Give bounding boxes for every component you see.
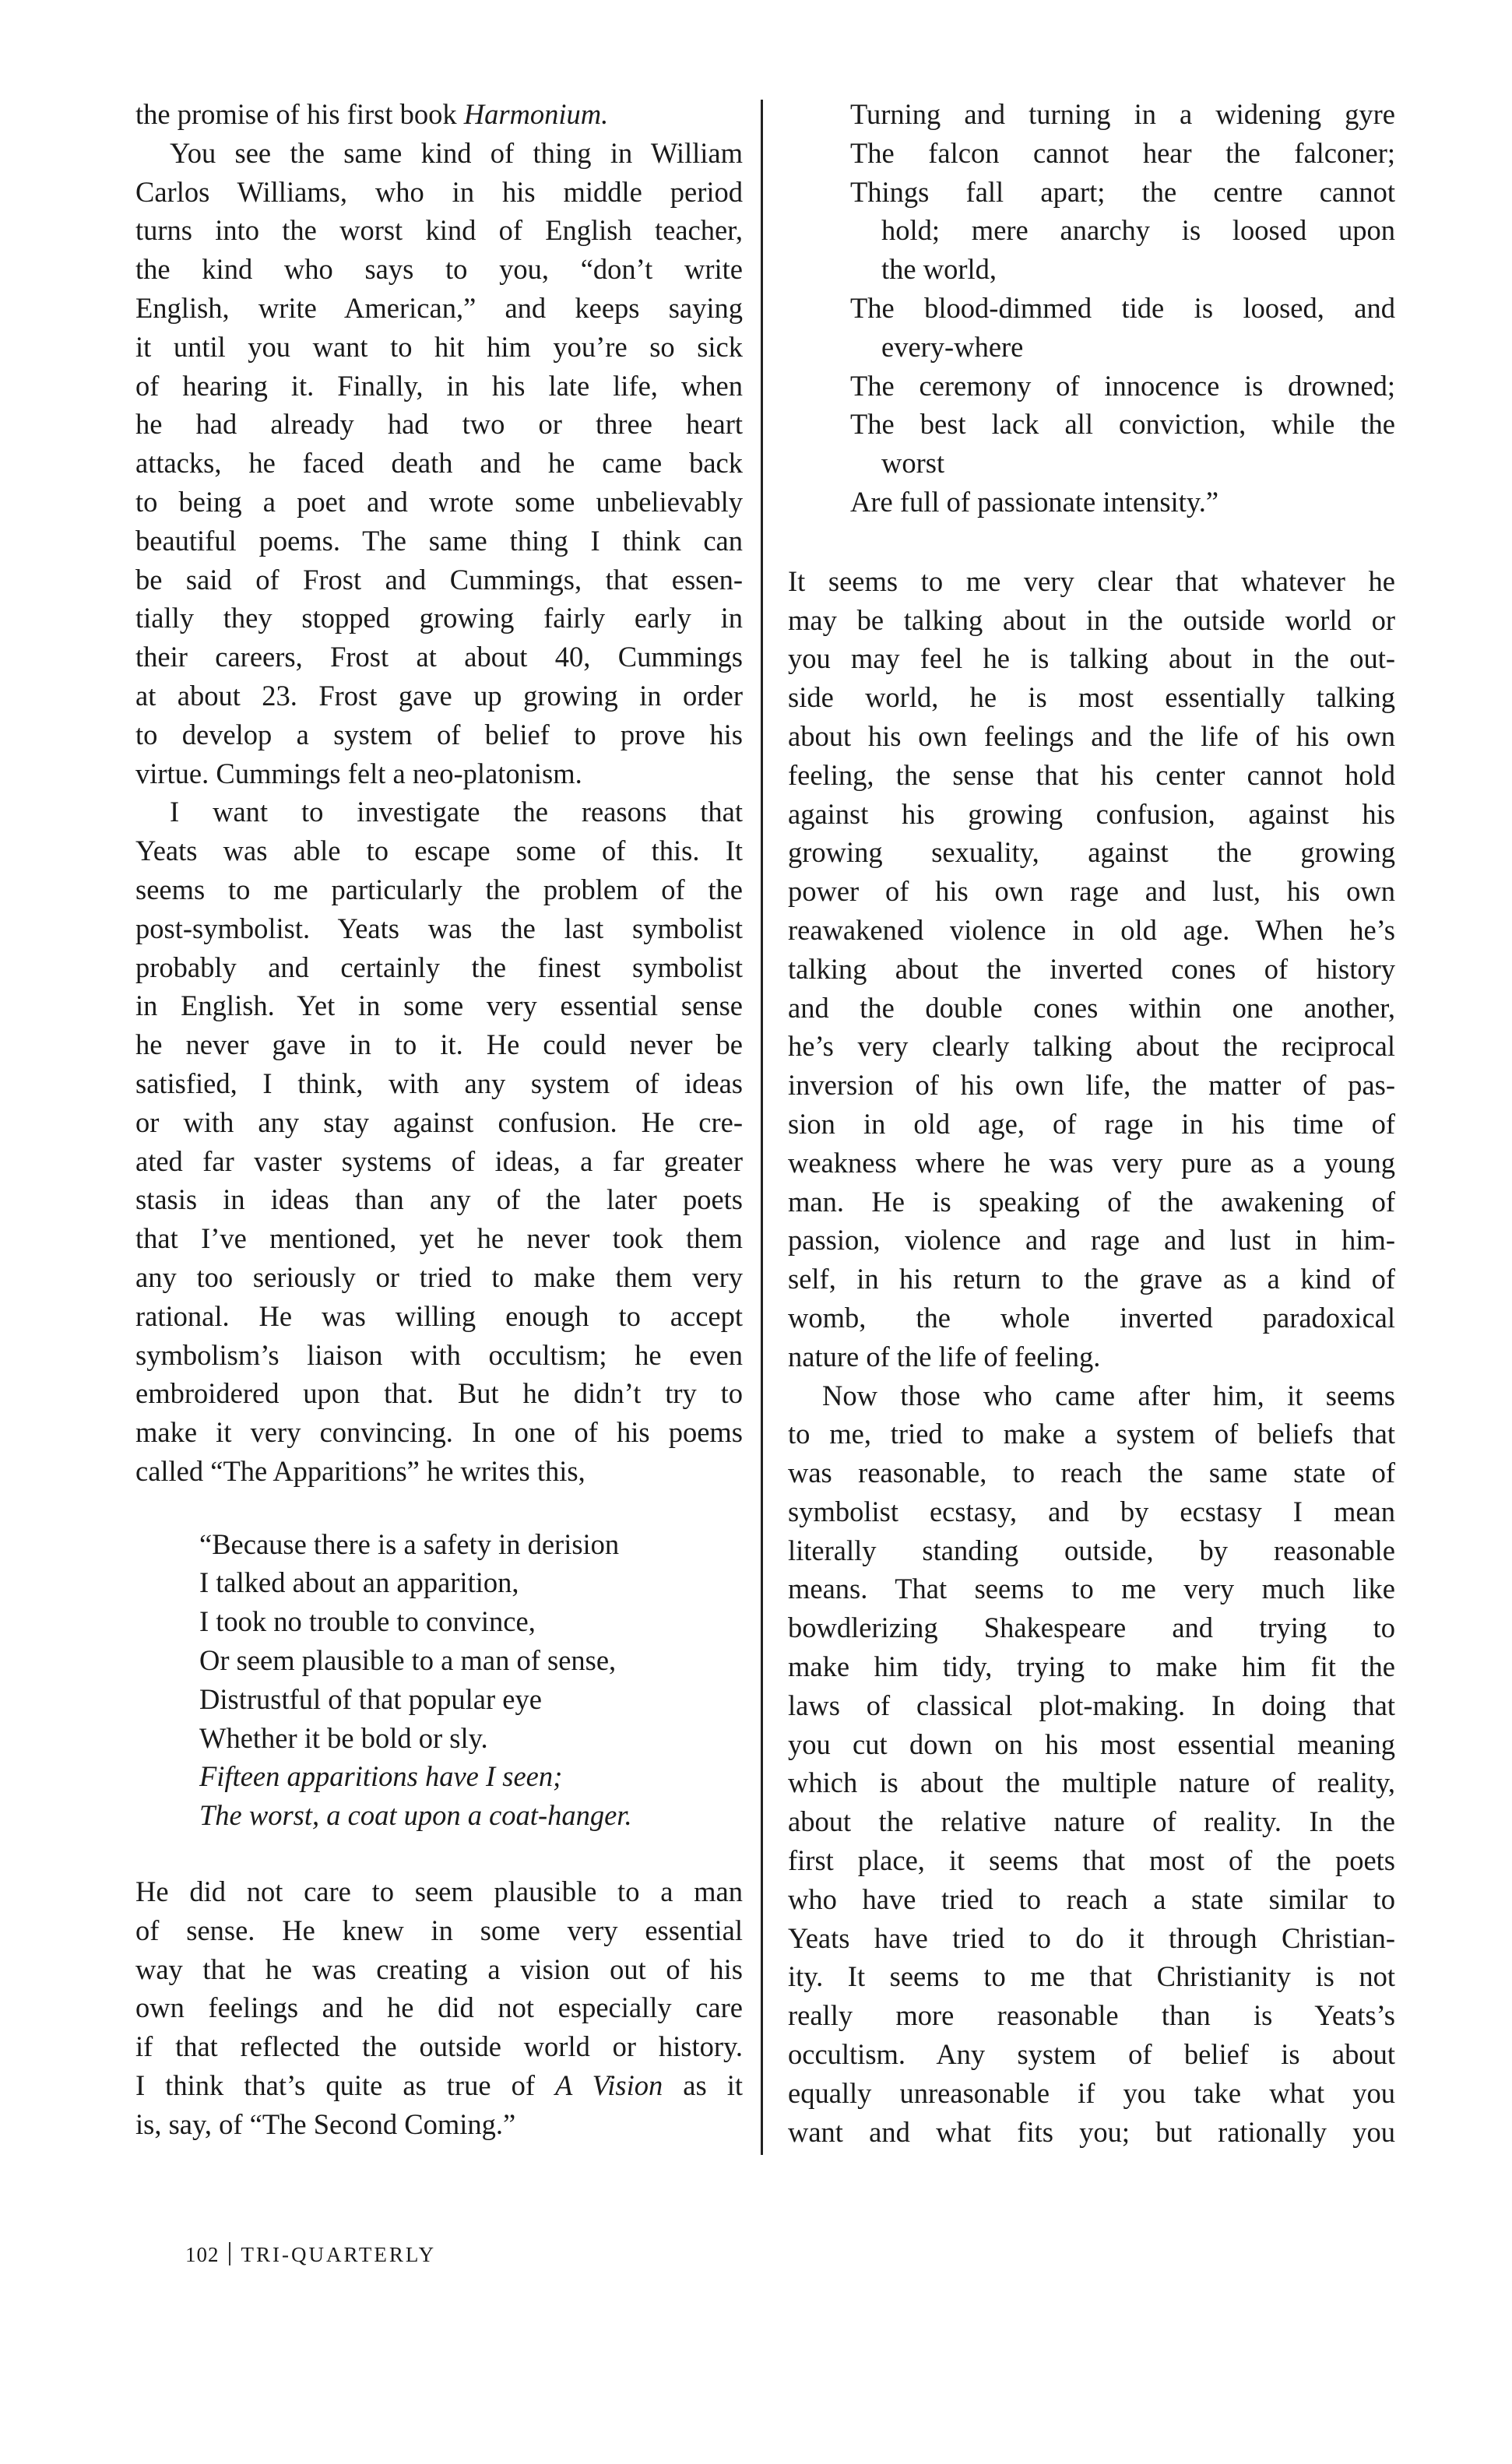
poem-line: the world, — [881, 253, 997, 286]
text-line: was reasonable, to reach the same state of — [788, 1457, 1395, 1489]
text-line: symbolist ecstasy, and by ecstasy I mean — [788, 1495, 1395, 1527]
text-line: you may feel he is talking about in the out- — [788, 642, 1395, 675]
poem-line: I talked about an apparition, — [199, 1566, 519, 1599]
text-line: or with any stay against confusion. He cre- — [135, 1105, 743, 1138]
text-line: passion, violence and rage and lust in him- — [788, 1224, 1395, 1257]
text-line: sion in old age, of rage in his time of — [788, 1107, 1395, 1140]
text-line: about the relative nature of reality. In the — [788, 1805, 1395, 1838]
text-line: Yeats was able to escape some of this. It — [135, 835, 743, 867]
text-line: occultism. Any system of belief is about — [788, 2038, 1395, 2071]
poem-line: every-where — [881, 330, 1024, 363]
poem-line: “Because there is a safety in derision — [199, 1527, 620, 1560]
text-line: power of his own rage and lust, his own — [788, 875, 1395, 908]
text-line: literally standing outside, by reasonable — [788, 1534, 1395, 1566]
text-line: is, say, of “The Second Coming.” — [135, 2107, 516, 2140]
poem-line: The ceremony of innocence is drowned; — [850, 369, 1395, 402]
text-line: nature of the life of feeling. — [788, 1340, 1101, 1373]
text-line: I think that’s quite as true of A Vision as it — [135, 2069, 743, 2102]
text-line: beautiful poems. The same thing I think can — [135, 524, 743, 557]
text-line: weakness where he was very pure as a young — [788, 1146, 1395, 1179]
text-line: side world, he is most essentially talking — [788, 681, 1395, 714]
text-line: and the double cones within one another, — [788, 991, 1395, 1024]
poem-quote-apparitions — [135, 1525, 743, 1835]
poem-line: The falcon cannot hear the falconer; — [850, 136, 1395, 169]
text-line: of sense. He knew in some very essential — [135, 1914, 743, 1946]
text-line: symbolism’s liaison with occultism; he even — [135, 1338, 743, 1371]
text-line: I want to investigate the reasons that — [170, 796, 743, 828]
text-line: attacks, he faced death and he came back — [135, 447, 743, 480]
text-line: stasis in ideas than any of the later poets — [135, 1183, 743, 1216]
journal-name: TRI-QUARTERLY — [241, 2243, 437, 2266]
text-line: equally unreasonable if you take what you — [788, 2076, 1395, 2109]
text-line: he had already had two or three heart — [135, 408, 743, 441]
text-line: which is about the multiple nature of reality, — [788, 1766, 1395, 1799]
poem-line: hold; mere anarchy is loosed upon — [881, 214, 1395, 247]
text-line: any too seriously or tried to make them very — [135, 1260, 743, 1293]
text-line: Now those who came after him, it seems — [822, 1379, 1395, 1411]
text-line: against his growing confusion, against his — [788, 797, 1395, 830]
text-line: to being a poet and wrote some unbelievably — [135, 485, 743, 518]
poem-line: Fifteen apparitions have I seen; — [199, 1760, 563, 1793]
text-line: who have tried to reach a state similar to — [788, 1882, 1395, 1915]
text-line: be said of Frost and Cummings, that essen- — [135, 563, 743, 596]
poem-line: Are full of passionate intensity.” — [850, 485, 1219, 518]
text-line: of hearing it. Finally, in his late life, when — [135, 369, 743, 402]
text-line: feeling, the sense that his center cannot hold — [788, 758, 1395, 791]
poem-line: I took no trouble to convince, — [199, 1605, 536, 1638]
poem-line: The blood-dimmed tide is loosed, and — [850, 291, 1395, 324]
text-line: you cut down on his most essential meaning — [788, 1728, 1395, 1760]
left-column — [135, 95, 743, 2144]
text-line: the kind who says to you, “don’t write — [135, 253, 743, 286]
text-line: own feelings and he did not especially care — [135, 1991, 743, 2024]
text-line: It seems to me very clear that whatever he — [788, 564, 1395, 597]
text-line: that I’ve mentioned, yet he never took them — [135, 1222, 743, 1255]
text-line: may be talking about in the outside world or — [788, 603, 1395, 636]
text-line: make it very convincing. In one of his poems — [135, 1416, 743, 1449]
text-line: inversion of his own life, the matter of pas- — [788, 1069, 1395, 1102]
text-line: seems to me particularly the problem of the — [135, 873, 743, 905]
text-line: You see the same kind of thing in William — [170, 136, 743, 169]
paragraph — [788, 562, 1395, 1376]
text-line: probably and certainly the finest symbolist — [135, 951, 743, 983]
text-line: rational. He was willing enough to accept — [135, 1299, 743, 1332]
page-footer — [185, 2242, 436, 2267]
column-divider — [761, 100, 763, 2155]
text-line: growing sexuality, against the growing — [788, 836, 1395, 869]
paragraph — [788, 1376, 1395, 2152]
page-number: 102 — [185, 2243, 220, 2266]
poem-line: The worst, a coat upon a coat-hanger. — [199, 1799, 632, 1832]
text-line: English, write American,” and keeps saying — [135, 291, 743, 324]
text-line: want and what fits you; but rationally you — [788, 2115, 1395, 2148]
book-title: Harmonium. — [463, 98, 609, 130]
book-title: A Vision — [555, 2069, 663, 2102]
text-line: about his own feelings and the life of his own — [788, 719, 1395, 752]
text-line: tially they stopped growing fairly early in — [135, 602, 743, 634]
poem-line: worst — [881, 447, 945, 480]
poem-line: Things fall apart; the centre cannot — [850, 175, 1395, 208]
poem-quote-second-coming — [788, 95, 1395, 522]
text-line: Carlos Williams, who in his middle period — [135, 175, 743, 208]
text-line: ity. It seems to me that Christianity is not — [788, 1960, 1395, 1993]
text-line: womb, the whole inverted paradoxical — [788, 1301, 1395, 1334]
text-line: if that reflected the outside world or history. — [135, 2030, 743, 2063]
text-line: really more reasonable than is Yeats’s — [788, 1999, 1395, 2032]
text-line: Yeats have tried to do it through Christian- — [788, 1921, 1395, 1954]
paragraph — [135, 1872, 743, 2144]
text-line: virtue. Cummings felt a neo-platonism. — [135, 757, 582, 789]
text-line: to develop a system of belief to prove his — [135, 718, 743, 750]
text-line: way that he was creating a vision out of his — [135, 1953, 743, 1985]
poem-line: Distrustful of that popular eye — [199, 1682, 542, 1715]
text-line: satisfied, I think, with any system of ideas — [135, 1067, 743, 1099]
text-line: ated far vaster systems of ideas, a far greater — [135, 1144, 743, 1177]
text-line: reawakened violence in old age. When he’s — [788, 913, 1395, 946]
text-line: make him tidy, trying to make him fit the — [788, 1650, 1395, 1683]
text-line: at about 23. Frost gave up growing in order — [135, 679, 743, 712]
text-line: first place, it seems that most of the poets — [788, 1844, 1395, 1877]
text-line: talking about the inverted cones of history — [788, 952, 1395, 985]
poem-line: The best lack all conviction, while the — [850, 408, 1395, 441]
paragraph — [135, 793, 743, 1490]
text-line: the promise of his first book Harmonium. — [135, 98, 609, 130]
poem-line: Turning and turning in a widening gyre — [850, 98, 1395, 130]
paragraph — [135, 134, 743, 793]
text-line: man. He is speaking of the awakening of — [788, 1185, 1395, 1218]
text-line: turns into the worst kind of English teacher, — [135, 214, 743, 247]
text-line: bowdlerizing Shakespeare and trying to — [788, 1612, 1395, 1644]
text-line: called “The Apparitions” he writes this, — [135, 1454, 585, 1487]
text-line: it until you want to hit him you’re so sick — [135, 330, 743, 363]
text-line: self, in his return to the grave as a kind of — [788, 1263, 1395, 1295]
text-line: their careers, Frost at about 40, Cummings — [135, 641, 743, 673]
poem-line: Or seem plausible to a man of sense, — [199, 1644, 617, 1677]
footer-divider — [229, 2242, 230, 2265]
text-line: laws of classical plot-making. In doing that — [788, 1689, 1395, 1721]
text-line: he never gave in to it. He could never be — [135, 1028, 743, 1061]
poem-line: Whether it be bold or sly. — [199, 1721, 488, 1754]
text-line: in English. Yet in some very essential sense — [135, 989, 743, 1022]
text-line: post-symbolist. Yeats was the last symbolist — [135, 912, 743, 944]
text-line: he’s very clearly talking about the reciprocal — [788, 1030, 1395, 1063]
text-line: embroidered upon that. But he didn’t try to — [135, 1377, 743, 1410]
right-column — [788, 95, 1395, 2151]
text-line: means. That seems to me very much like — [788, 1573, 1395, 1605]
text-line: He did not care to seem plausible to a man — [135, 1875, 743, 1908]
text-line: to me, tried to make a system of beliefs that — [788, 1418, 1395, 1450]
